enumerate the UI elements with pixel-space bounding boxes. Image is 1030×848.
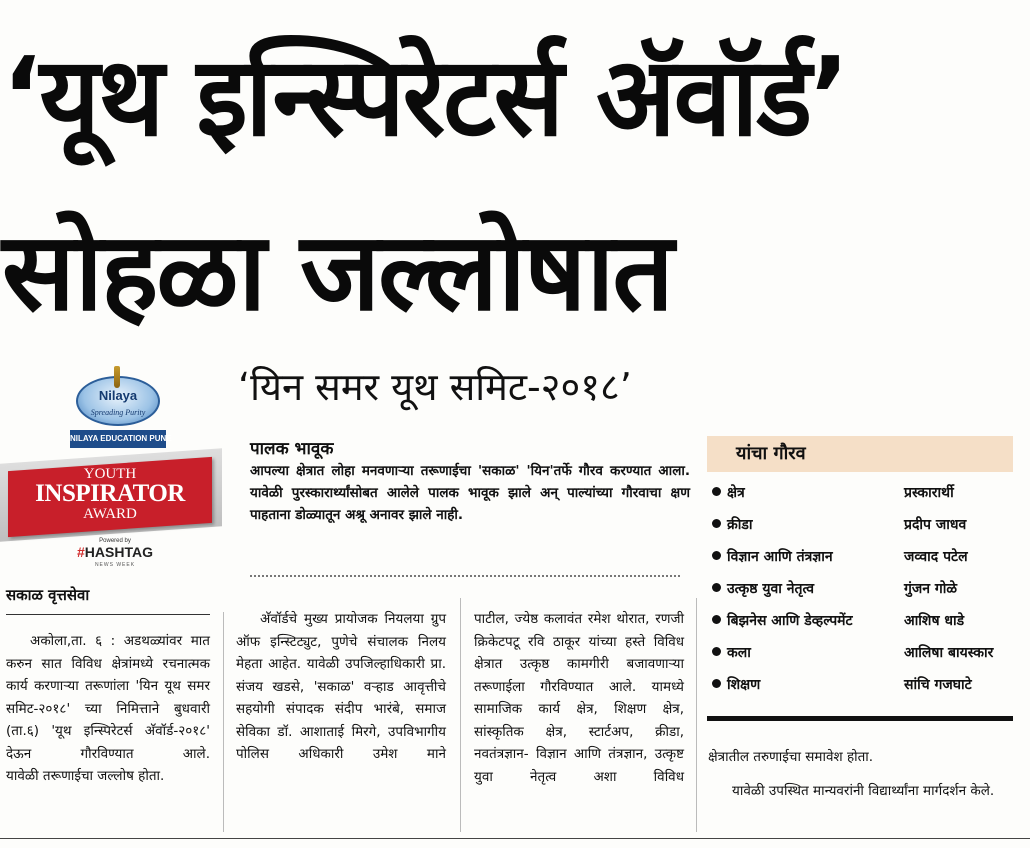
article-col1-last-line: यावेळी तरूणाईचा जल्लोष होता. <box>6 768 165 784</box>
honoree-row <box>712 544 1022 570</box>
award-line-award: AWARD <box>83 506 137 522</box>
page-bottom-rule <box>0 838 1030 839</box>
honoree-row <box>712 512 1022 538</box>
honoree-name: आशिष धाडे <box>904 613 965 629</box>
honoree-category <box>712 576 814 602</box>
article-column-3: पाटील, ज्येष्ठ कलावंत रमेश थोरात, रणजी क्रिकेटपटू रवि ठाकूर यांच्या हस्ते विविध क्षेत्रात उत्कृष्ठ कामगीरी बजावणाऱ्या तरूणाईला गौरविण्यात आले. यामध्ये सामाजिक कार्य क्षेत्र, शिक्षण क्षेत्र, सांस्कृतिक क्षेत्र, स्टार्टअप, क्रीडा, नवतंत्रज्ञान- विज्ञान आणि तंत्रज्ञान, उत्कृष्ट युवा नेतृत्व अशा विविध <box>474 611 684 785</box>
honorees-bottom-rule <box>707 716 1013 721</box>
honoree-row <box>712 576 1022 602</box>
nilaya-ribbon: NILAYA EDUCATION PUNE <box>70 430 166 448</box>
column-divider <box>460 598 461 832</box>
headline-line-1: ‘यूथ इन्स्पिरेटर्स अ‍ॅवॉर्ड’ <box>2 32 848 161</box>
powered-by-label: Powered by <box>99 538 131 544</box>
honoree-name: आलिषा बायस्कार <box>904 645 994 661</box>
honoree-row <box>712 480 1022 506</box>
article-column-4-paragraph: यावेळी उपस्थित मान्यवरांनी विद्यार्थ्यांना मार्गदर्शन केले. <box>732 783 995 799</box>
article-column-4-line: क्षेत्रातील तरुणाईचा समावेश होता. <box>708 749 874 765</box>
hashtag-word: HASHTAG <box>84 544 153 560</box>
subheadline: ‘यिन समर यूथ समिट-२०१८’ <box>238 365 632 409</box>
category-text: विज्ञान आणि तंत्रज्ञान <box>727 549 833 565</box>
bullet-icon <box>712 551 721 560</box>
honoree-name: सांचि गजघाटे <box>904 677 972 693</box>
award-line-inspirator: INSPIRATOR <box>35 480 185 507</box>
honoree-name: जव्वाद पटेल <box>904 549 968 565</box>
headline-line-2: सोहळा जल्लोषात <box>2 210 672 335</box>
nilaya-tagline: Spreading Purity <box>90 408 146 417</box>
byline-rule <box>6 614 210 615</box>
byline: सकाळ वृत्तसेवा <box>6 586 90 604</box>
newsweek-label: NEWS WEEK <box>94 562 136 568</box>
bullet-icon <box>712 519 721 528</box>
honoree-name: प्रदीप जाधव <box>904 517 967 533</box>
honoree-category <box>712 480 745 506</box>
bullet-icon <box>712 679 721 688</box>
intro-title: पालक भावूक <box>250 439 334 459</box>
category-text: बिझनेस आणि डेव्हल्पमेंट <box>727 613 853 629</box>
nilaya-logo <box>70 368 172 450</box>
pen-nib-icon <box>114 366 120 388</box>
category-text: क्रीडा <box>727 517 753 533</box>
hashtag-logo <box>60 544 170 560</box>
honoree-name: गुंजन गोळे <box>904 581 958 597</box>
honoree-name: प्रस्कारार्थी <box>904 485 954 501</box>
honoree-category <box>712 544 833 570</box>
award-line-youth: YOUTH <box>83 466 137 482</box>
nilaya-name: Nilaya <box>98 388 138 403</box>
article-column-1 <box>6 630 210 788</box>
category-text: कला <box>727 645 751 661</box>
honoree-category <box>712 608 853 634</box>
award-logo <box>0 368 226 576</box>
category-text: उत्कृष्ठ युवा नेतृत्व <box>727 581 814 597</box>
column-divider <box>223 612 224 832</box>
honoree-category <box>712 640 751 666</box>
honoree-row <box>712 640 1022 666</box>
bullet-icon <box>712 487 721 496</box>
honorees-title: यांचा गौरव <box>736 443 806 464</box>
category-text: क्षेत्र <box>727 485 745 501</box>
intro-body: आपल्या क्षेत्रात लोहा मनवणाऱ्या तरूणाईचा 'सकाळ' 'यिन'तर्फे गौरव करण्यात आला. यावेळी पुरस्कारार्थ्यांसोबत आलेले पालक भावूक झाले अन् पाल्यांच्या गौरवाचा क्षण पाहताना डोळ्यातून अश्रू अनावर झाले नाही. <box>250 463 690 523</box>
bullet-icon <box>712 583 721 592</box>
honoree-category <box>712 672 760 698</box>
hashtag-icon: # <box>77 544 85 560</box>
category-text: शिक्षण <box>727 677 761 693</box>
bullet-icon <box>712 647 721 656</box>
article-column-2: अ‍ॅवॉर्डचे मुख्य प्रायोजक नियलया ग्रुप ऑफ इन्स्टिट्युट, पुणेचे संचालक निलय मेहता आहेत. यावेळी उपजिल्हाधिकारी प्रा. संजय खडसे, 'सकाळ' वऱ्हाड आवृत्तीचे सहयोगी संपादक संदीप भारंबे, समाज सेविका डॉ. आशाताई मिरगे, उपविभागीय पोलिस अधिकारी उमेश माने <box>236 611 446 762</box>
article-col1-text: अकोला,ता. ६ : अडथळ्यांवर मात करुन सात विविध क्षेत्रांमध्ये रचनात्मक कार्य करणाऱ्या तरूणांला 'यिन यूथ समर समिट-२०१८' च्या निमित्ताने बुधवारी (ता.६) 'यूथ इन्स्पिरेटर्स अ‍ॅवॉर्ड-२०१८' देऊन गौरविण्यात आले. <box>6 633 210 762</box>
dotted-divider <box>250 575 680 577</box>
honoree-row <box>712 672 1022 698</box>
honoree-category <box>712 512 753 538</box>
column-divider <box>696 598 697 832</box>
bullet-icon <box>712 615 721 624</box>
honoree-row <box>712 608 1022 634</box>
